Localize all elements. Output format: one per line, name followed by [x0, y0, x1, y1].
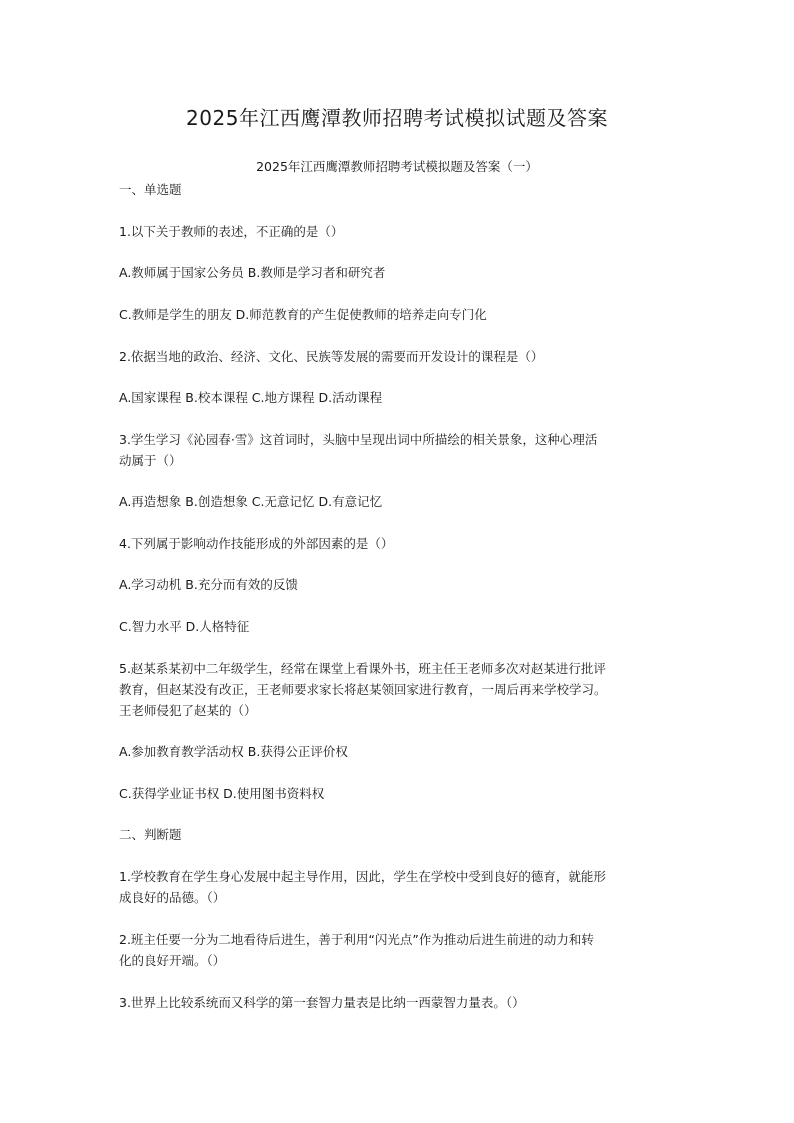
question-5-options-cd: C.获得学业证书权 D.使用图书资料权	[119, 786, 325, 801]
question-3-options: A.再造想象 B.创造想象 C.无意记忆 D.有意记忆	[119, 494, 383, 509]
question-1-stem: 1.以下关于教师的表述，不正确的是（）	[119, 224, 344, 239]
document-subtitle: 2025年江西鹰潭教师招聘考试模拟题及答案（一）	[256, 159, 538, 174]
question-3-stem-line-1: 3.学生学习《沁园春·雪》这首词时，头脑中呈现出词中所描绘的相关景象，这种心理活	[119, 432, 598, 447]
question-3-stem-line-2: 动属于（）	[119, 453, 182, 468]
tf-question-2-line-1: 2.班主任要一分为二地看待后进生，善于利用“闪光点”作为推动后进生前进的动力和转	[119, 932, 594, 947]
tf-question-2-line-2: 化的良好开端。（）	[119, 953, 226, 968]
question-4-stem: 4.下列属于影响动作技能形成的外部因素的是（）	[119, 536, 394, 551]
question-5-options-ab: A.参加教育教学活动权 B.获得公正评价权	[119, 744, 348, 759]
question-4-options-cd: C.智力水平 D.人格特征	[119, 619, 250, 634]
question-2-stem: 2.依据当地的政治、经济、文化、民族等发展的需要而开发设计的课程是（）	[119, 349, 544, 364]
question-4-options-ab: A.学习动机 B.充分而有效的反馈	[119, 577, 298, 592]
tf-question-1-line-1: 1.学校教育在学生身心发展中起主导作用，因此，学生在学校中受到良好的德育，就能形	[119, 869, 606, 884]
question-5-stem-line-2: 教育，但赵某没有改正，王老师要求家长将赵某领回家进行教育，一周后再来学校学习。	[119, 682, 607, 697]
question-1-options-ab: A.教师属于国家公务员 B.教师是学习者和研究者	[119, 265, 386, 280]
question-5-stem-line-3: 王老师侵犯了赵某的（）	[119, 703, 257, 718]
question-5-stem-line-1: 5.赵某系某初中二年级学生，经常在课堂上看课外书，班主任王老师多次对赵某进行批评	[119, 661, 606, 676]
tf-question-3-line-1: 3.世界上比较系统而又科学的第一套智力量表是比纳一西蒙智力量表。（）	[119, 995, 525, 1010]
document-title: 2025年江西鹰潭教师招聘考试模拟试题及答案	[186, 106, 608, 130]
section-heading-true-false: 二、判断题	[119, 827, 182, 842]
question-1-options-cd: C.教师是学生的朋友 D.师范教育的产生促使教师的培养走向专门化	[119, 307, 487, 322]
tf-question-1-line-2: 成良好的品德。（）	[119, 890, 226, 905]
question-2-options: A.国家课程 B.校本课程 C.地方课程 D.活动课程	[119, 390, 383, 405]
section-heading-single-choice: 一、单选题	[119, 182, 182, 197]
